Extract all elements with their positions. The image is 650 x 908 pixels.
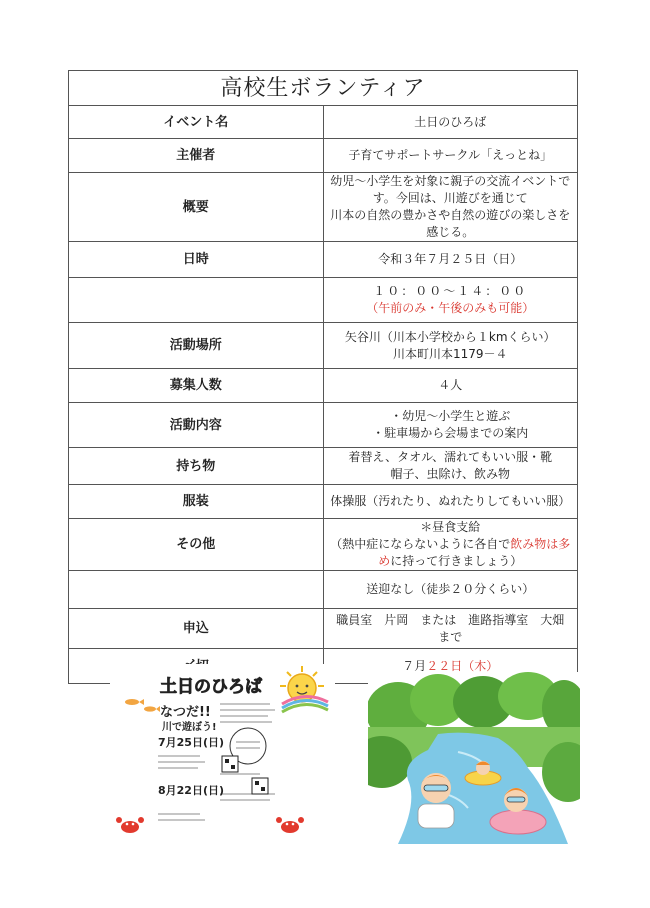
event-flyer-image xyxy=(110,664,335,844)
row-label-time xyxy=(69,278,324,323)
table-row xyxy=(69,278,578,323)
flyer-title xyxy=(160,676,263,697)
table-row xyxy=(69,173,578,242)
row-label-event: イベント名 xyxy=(69,106,324,139)
row-label-date: 日時 xyxy=(69,242,324,278)
row-label-clothes: 服装 xyxy=(69,485,324,519)
content-line-1: ・幼児～小学生と遊ぶ xyxy=(390,409,511,423)
items-line-1: 着替え、タオル、濡れてもいい服・靴 xyxy=(348,450,553,464)
place-line-1: 矢谷川（川本小学校から１kmくらい） xyxy=(344,329,556,344)
row-label-summary: 概要 xyxy=(69,173,324,242)
info-table xyxy=(68,70,578,684)
row-value-transport: 送迎なし（徒歩２０分くらい） xyxy=(323,571,578,609)
table-row xyxy=(69,609,578,649)
other-line-1: ＊昼食支給 xyxy=(420,520,481,534)
row-value-other xyxy=(323,519,578,571)
flyer-catch: なつだ!! xyxy=(160,705,211,720)
table-row xyxy=(69,448,578,485)
table-row xyxy=(69,369,578,403)
row-label-other: その他 xyxy=(69,519,324,571)
table-row xyxy=(69,242,578,278)
river-play-illustration xyxy=(368,672,580,844)
flyer-date-2: 8月22日(日) xyxy=(158,784,225,797)
table-row xyxy=(69,403,578,448)
row-value-apply: 職員室 片岡 または 進路指導室 大畑 まで xyxy=(323,609,578,649)
row-label-organizer: 主催者 xyxy=(69,139,324,173)
volunteer-sheet xyxy=(68,70,578,684)
deadline-month: ７月 xyxy=(402,658,427,673)
row-value-items xyxy=(323,448,578,485)
time-range: １０：００～１４：００ xyxy=(373,284,528,298)
row-value-organizer: 子育てサポートサークル「えっとね」 xyxy=(323,139,578,173)
table-row xyxy=(69,323,578,369)
row-label-transport xyxy=(69,571,324,609)
row-value-clothes: 体操服（汚れたり、ぬれたりしてもいい服） xyxy=(323,485,578,519)
other-line-2 xyxy=(328,536,574,570)
row-value-time xyxy=(323,278,578,323)
flyer-date-1: 7月25日(日) xyxy=(158,736,225,749)
table-row xyxy=(69,106,578,139)
table-row xyxy=(69,519,578,571)
items-line-2: 帽子、虫除け、飲み物 xyxy=(390,467,511,481)
illustrations xyxy=(110,664,580,844)
other-post: に持って行きましょう） xyxy=(390,554,523,568)
deadline-day: ２２日（木） xyxy=(426,658,499,673)
row-value-place xyxy=(323,323,578,369)
table-row xyxy=(69,485,578,519)
row-value-count: ４人 xyxy=(323,369,578,403)
summary-line-1: 幼児～小学生を対象に親子の交流イベントです。今回は、川遊びを通じて xyxy=(330,174,571,205)
row-value-date: 令和３年７月２５日（日） xyxy=(323,242,578,278)
other-pre: （熱中症にならないように各自で xyxy=(330,537,511,551)
row-value-summary xyxy=(323,173,578,242)
row-label-count: 募集人数 xyxy=(69,369,324,403)
time-note: （午前のみ・午後のみも可能） xyxy=(366,301,535,315)
row-value-content xyxy=(323,403,578,448)
other-highlight: 飲み物は多め xyxy=(378,537,571,568)
row-label-place: 活動場所 xyxy=(69,323,324,369)
table-row xyxy=(69,139,578,173)
summary-line-2: 川本の自然の豊かさや自然の遊びの楽しさを感じる。 xyxy=(330,208,571,239)
row-value-event: 土日のひろば xyxy=(323,106,578,139)
table-row xyxy=(69,571,578,609)
row-label-content: 活動内容 xyxy=(69,403,324,448)
row-label-items: 持ち物 xyxy=(69,448,324,485)
row-label-apply: 申込 xyxy=(69,609,324,649)
content-line-2: ・駐車場から会場までの案内 xyxy=(372,426,529,440)
page-title: 高校生ボランティア xyxy=(69,71,578,106)
place-line-2: 川本町川本1179－４ xyxy=(392,346,508,361)
flyer-title-text: 土日のひろば xyxy=(160,677,262,697)
flyer-sub: 川で遊ぼう! xyxy=(162,722,217,733)
